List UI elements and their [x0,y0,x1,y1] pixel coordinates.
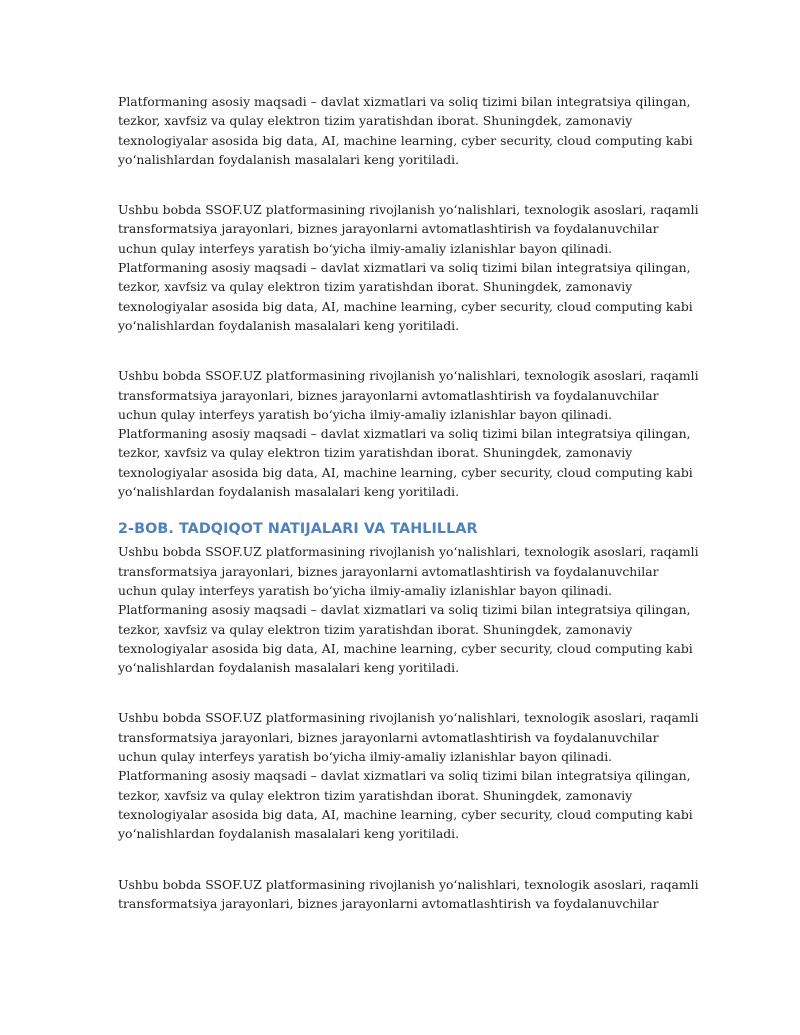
text-line: Platformaning asosiy maqsadi – davlat xizmatlari va soliq tizimi bilan integratsiya qilingan, [118,94,691,109]
text-line: Platformaning asosiy maqsadi – davlat xizmatlari va soliq tizimi bilan integratsiya qilingan, [118,426,691,442]
text-line: Platformaning asosiy maqsadi – davlat xizmatlari va soliq tizimi bilan integratsiya qilingan, [118,768,691,784]
text-line: tezkor, xavfsiz va qulay elektron tizim yaratishdan iborat. Shuningdek, zamonaviy [118,445,633,461]
text-line: yo‘nalishlardan foydalanish masalalari keng yoritiladi. [118,317,460,333]
text-line: transformatsiya jarayonlari, biznes jarayonlarni avtomatlashtirish va foydalanuvchilar [118,563,659,579]
paragraph-2 [118,200,698,335]
text-line: transformatsiya jarayonlari, biznes jarayonlarni avtomatlashtirish va foydalanuvchilar [118,387,659,403]
paragraph-5 [118,708,698,843]
text-line: yo‘nalishlardan foydalanish masalalari keng yoritiladi. [118,151,460,167]
text-line: transformatsiya jarayonlari, biznes jarayonlarni avtomatlashtirish va foydalanuvchilar [118,895,659,911]
text-line: uchun qulay interfeys yaratish bo‘yicha ilmiy-amaliy izlanishlar bayon qilinadi. [118,749,613,765]
text-line: yo‘nalishlardan foydalanish masalalari keng yoritiladi. [118,484,460,500]
text-line: tezkor, xavfsiz va qulay elektron tizim yaratishdan iborat. Shuningdek, zamonaviy [118,279,633,295]
page-content [118,92,698,913]
text-line: Ushbu bobda SSOF.UZ platformasining rivojlanish yo‘nalishlari, texnologik asoslari, raqamli [118,876,699,892]
text-line: uchun qulay interfeys yaratish bo‘yicha ilmiy-amaliy izlanishlar bayon qilinadi. [118,582,613,598]
paragraph-4 [118,542,698,677]
text-line: Ushbu bobda SSOF.UZ platformasining rivojlanish yo‘nalishlari, texnologik asoslari, raqamli [118,202,699,218]
text-line: Platformaning asosiy maqsadi – davlat xizmatlari va soliq tizimi bilan integratsiya qilingan, [118,260,691,276]
text-line: yo‘nalishlardan foydalanish masalalari keng yoritiladi. [118,660,460,676]
text-line: transformatsiya jarayonlari, biznes jarayonlarni avtomatlashtirish va foydalanuvchilar [118,729,659,745]
text-line: texnologiyalar asosida big data, AI, machine learning, cyber security, cloud computing kabi [118,464,693,480]
chapter-heading: 2-BOB. TADQIQOT NATIJALARI VA TAHLILLAR [118,521,478,538]
paragraph-6 [118,875,698,914]
text-line: tezkor, xavfsiz va qulay elektron tizim yaratishdan iborat. Shuningdek, zamonaviy [118,787,633,803]
paragraph-1 [118,92,698,169]
text-line: uchun qulay interfeys yaratish bo‘yicha ilmiy-amaliy izlanishlar bayon qilinadi. [118,406,613,422]
text-line: Ushbu bobda SSOF.UZ platformasining rivojlanish yo‘nalishlari, texnologik asoslari, raqamli [118,544,699,560]
text-line: Ushbu bobda SSOF.UZ platformasining rivojlanish yo‘nalishlari, texnologik asoslari, raqamli [118,368,699,384]
text-line: transformatsiya jarayonlari, biznes jarayonlarni avtomatlashtirish va foydalanuvchilar [118,221,659,237]
text-line: yo‘nalishlardan foydalanish masalalari keng yoritiladi. [118,826,460,842]
text-line: Ushbu bobda SSOF.UZ platformasining rivojlanish yo‘nalishlari, texnologik asoslari, raqamli [118,710,699,726]
text-line: texnologiyalar asosida big data, AI, machine learning, cyber security, cloud computing kabi [118,298,693,314]
text-line: Platformaning asosiy maqsadi – davlat xizmatlari va soliq tizimi bilan integratsiya qilingan, [118,602,691,618]
text-line: texnologiyalar asosida big data, AI, machine learning, cyber security, cloud computing kabi [118,132,693,148]
text-line: texnologiyalar asosida big data, AI, machine learning, cyber security, cloud computing kabi [118,806,693,822]
paragraph-3 [118,366,698,501]
text-line: texnologiyalar asosida big data, AI, machine learning, cyber security, cloud computing kabi [118,640,693,656]
text-line: tezkor, xavfsiz va qulay elektron tizim yaratishdan iborat. Shuningdek, zamonaviy [118,621,633,637]
text-line: tezkor, xavfsiz va qulay elektron tizim yaratishdan iborat. Shuningdek, zamonaviy [118,113,633,129]
text-line: uchun qulay interfeys yaratish bo‘yicha ilmiy-amaliy izlanishlar bayon qilinadi. [118,240,613,256]
